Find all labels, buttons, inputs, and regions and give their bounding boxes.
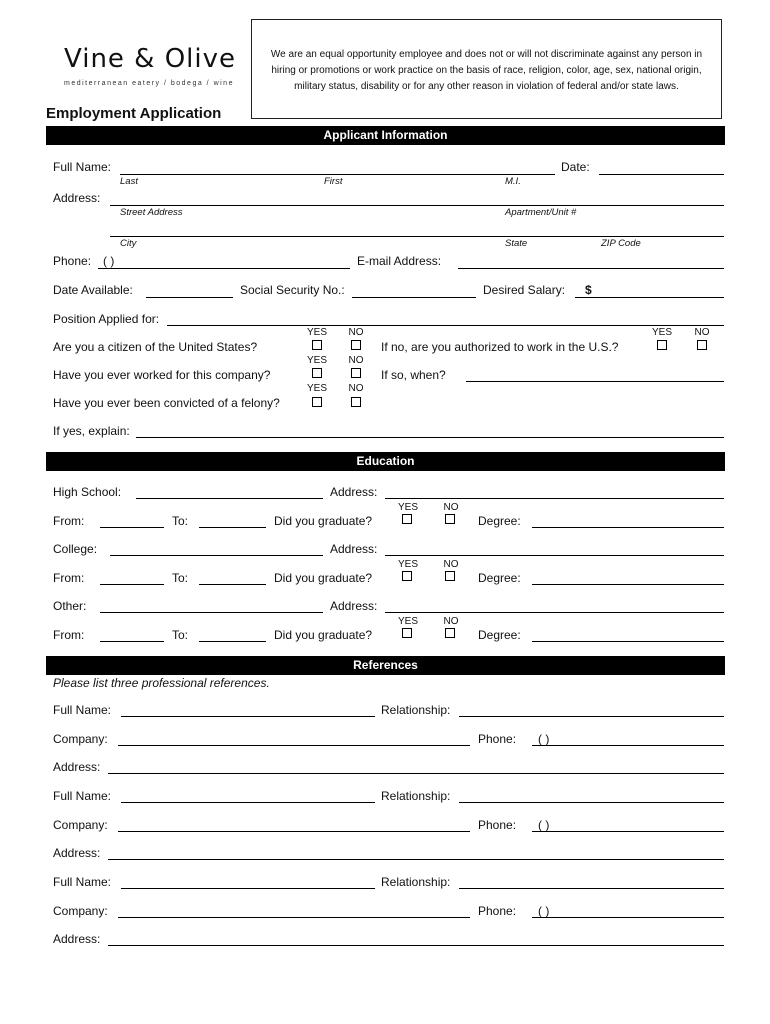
- ref1-relationship-label: Relationship:: [381, 703, 451, 717]
- other-school-field[interactable]: [100, 612, 323, 613]
- felony-no-checkbox[interactable]: [351, 397, 361, 407]
- ref1-company-field[interactable]: [118, 745, 470, 746]
- phone-label: Phone:: [53, 254, 92, 268]
- citizen-no-label: NO: [348, 327, 364, 338]
- ref1-phone-label: Phone:: [478, 732, 517, 746]
- hs-graduate-no-checkbox[interactable]: [445, 514, 455, 524]
- high-school-label: High School:: [53, 485, 122, 499]
- desired-salary-label: Desired Salary:: [483, 283, 566, 297]
- ref1-address-field[interactable]: [108, 773, 724, 774]
- other-yes-label: YES: [397, 616, 418, 627]
- other-from-label: From:: [53, 628, 85, 642]
- explain-field[interactable]: [136, 437, 724, 438]
- ref2-address-field[interactable]: [108, 859, 724, 860]
- ref3-phone-field[interactable]: [532, 917, 724, 918]
- citizen-no-checkbox[interactable]: [351, 340, 361, 350]
- ref3-company-label: Company:: [53, 904, 108, 918]
- ref3-address-field[interactable]: [108, 945, 724, 946]
- first-caption: First: [324, 176, 343, 187]
- ref2-company-label: Company:: [53, 818, 108, 832]
- section-education: Education: [46, 452, 725, 471]
- college-yes-label: YES: [397, 559, 418, 570]
- college-to-field[interactable]: [199, 584, 266, 585]
- authorized-yes-checkbox[interactable]: [657, 340, 667, 350]
- worked-yes-checkbox[interactable]: [312, 368, 322, 378]
- ref2-address-label: Address:: [53, 846, 101, 860]
- other-no-label: NO: [443, 616, 459, 627]
- college-degree-field[interactable]: [532, 584, 724, 585]
- hs-no-label: NO: [443, 502, 459, 513]
- college-from-label: From:: [53, 571, 85, 585]
- other-to-field[interactable]: [199, 641, 266, 642]
- college-field[interactable]: [110, 555, 323, 556]
- ref2-phone-area-code: ( ): [538, 818, 550, 832]
- company-logo: Vine & Olive: [64, 44, 237, 74]
- college-degree-label: Degree:: [478, 571, 521, 585]
- ref2-relationship-field[interactable]: [459, 802, 724, 803]
- hs-degree-label: Degree:: [478, 514, 521, 528]
- high-school-address-field[interactable]: [385, 498, 724, 499]
- hs-graduate-yes-checkbox[interactable]: [402, 514, 412, 524]
- email-field[interactable]: [458, 268, 724, 269]
- college-graduate-no-checkbox[interactable]: [445, 571, 455, 581]
- ref3-company-field[interactable]: [118, 917, 470, 918]
- citizen-yes-label: YES: [306, 327, 327, 338]
- street-address-caption: Street Address: [120, 207, 183, 218]
- other-to-label: To:: [172, 628, 189, 642]
- city-state-zip-field[interactable]: [110, 236, 724, 237]
- ref1-relationship-field[interactable]: [459, 716, 724, 717]
- college-from-field[interactable]: [100, 584, 164, 585]
- hs-to-label: To:: [172, 514, 189, 528]
- date-field[interactable]: [599, 174, 724, 175]
- felony-no-label: NO: [348, 383, 364, 394]
- apartment-caption: Apartment/Unit #: [505, 207, 577, 218]
- position-field[interactable]: [167, 325, 724, 326]
- ref3-address-label: Address:: [53, 932, 101, 946]
- worked-no-label: NO: [348, 355, 364, 366]
- hs-to-field[interactable]: [199, 527, 266, 528]
- eeo-statement: We are an equal opportunity employee and does not or will not discriminate against any person in hiring or promotions or work practice on the basis of race, religion, color, age, sex, national origin, military status, disability or for any other reason in violation of federal and/or state laws.: [251, 19, 722, 119]
- hs-degree-field[interactable]: [532, 527, 724, 528]
- college-label: College:: [53, 542, 98, 556]
- ref1-company-label: Company:: [53, 732, 108, 746]
- address-label: Address:: [53, 191, 101, 205]
- other-graduate-yes-checkbox[interactable]: [402, 628, 412, 638]
- street-address-field[interactable]: [110, 205, 724, 206]
- hs-yes-label: YES: [397, 502, 418, 513]
- other-graduate-no-checkbox[interactable]: [445, 628, 455, 638]
- date-label: Date:: [561, 160, 590, 174]
- ssn-label: Social Security No.:: [240, 283, 345, 297]
- references-instruction: Please list three professional references.: [53, 676, 270, 690]
- ref3-relationship-field[interactable]: [459, 888, 724, 889]
- high-school-address-label: Address:: [330, 485, 378, 499]
- other-graduate-label: Did you graduate?: [274, 628, 373, 642]
- ref1-phone-field[interactable]: [532, 745, 724, 746]
- other-address-field[interactable]: [385, 612, 724, 613]
- dollar-sign: $: [585, 283, 592, 297]
- other-from-field[interactable]: [100, 641, 164, 642]
- section-applicant-information: Applicant Information: [46, 126, 725, 145]
- when-field[interactable]: [466, 381, 724, 382]
- ref2-company-field[interactable]: [118, 831, 470, 832]
- zip-caption: ZIP Code: [601, 238, 641, 249]
- other-degree-label: Degree:: [478, 628, 521, 642]
- ref3-full-name-label: Full Name:: [53, 875, 112, 889]
- mi-caption: M.I.: [505, 176, 521, 187]
- other-degree-field[interactable]: [532, 641, 724, 642]
- phone-field[interactable]: [98, 268, 350, 269]
- desired-salary-field[interactable]: [575, 297, 724, 298]
- ref3-full-name-field[interactable]: [121, 888, 375, 889]
- ref2-full-name-field[interactable]: [121, 802, 375, 803]
- citizen-yes-checkbox[interactable]: [312, 340, 322, 350]
- state-caption: State: [505, 238, 528, 249]
- authorized-no-label: NO: [694, 327, 710, 338]
- college-address-field[interactable]: [385, 555, 724, 556]
- ref2-phone-label: Phone:: [478, 818, 517, 832]
- date-available-field[interactable]: [146, 297, 233, 298]
- ref1-phone-area-code: ( ): [538, 732, 550, 746]
- when-label: If so, when?: [381, 368, 446, 382]
- other-school-label: Other:: [53, 599, 87, 613]
- authorized-question: If no, are you authorized to work in the U.S.?: [381, 340, 619, 354]
- authorized-yes-label: YES: [651, 327, 672, 338]
- worked-no-checkbox[interactable]: [351, 368, 361, 378]
- section-references: References: [46, 656, 725, 675]
- explain-label: If yes, explain:: [53, 424, 130, 438]
- ssn-field[interactable]: [352, 297, 476, 298]
- felony-question: Have you ever been convicted of a felony?: [53, 396, 280, 410]
- ref1-full-name-label: Full Name:: [53, 703, 112, 717]
- ref3-phone-area-code: ( ): [538, 904, 550, 918]
- felony-yes-checkbox[interactable]: [312, 397, 322, 407]
- ref2-full-name-label: Full Name:: [53, 789, 112, 803]
- college-address-label: Address:: [330, 542, 378, 556]
- position-label: Position Applied for:: [53, 312, 160, 326]
- felony-yes-label: YES: [306, 383, 327, 394]
- college-graduate-yes-checkbox[interactable]: [402, 571, 412, 581]
- college-no-label: NO: [443, 559, 459, 570]
- phone-area-code: ( ): [103, 254, 115, 268]
- college-to-label: To:: [172, 571, 189, 585]
- ref3-relationship-label: Relationship:: [381, 875, 451, 889]
- college-graduate-label: Did you graduate?: [274, 571, 373, 585]
- worked-question: Have you ever worked for this company?: [53, 368, 271, 382]
- ref2-relationship-label: Relationship:: [381, 789, 451, 803]
- worked-yes-label: YES: [306, 355, 327, 366]
- ref2-phone-field[interactable]: [532, 831, 724, 832]
- citizen-question: Are you a citizen of the United States?: [53, 340, 258, 354]
- hs-from-label: From:: [53, 514, 85, 528]
- hs-graduate-label: Did you graduate?: [274, 514, 373, 528]
- email-label: E-mail Address:: [357, 254, 442, 268]
- full-name-field[interactable]: [120, 174, 555, 175]
- ref1-address-label: Address:: [53, 760, 101, 774]
- authorized-no-checkbox[interactable]: [697, 340, 707, 350]
- company-tagline: mediterranean eatery / bodega / wine: [64, 80, 234, 87]
- date-available-label: Date Available:: [53, 283, 133, 297]
- city-caption: City: [120, 238, 137, 249]
- page-title: Employment Application: [46, 105, 222, 122]
- hs-from-field[interactable]: [100, 527, 164, 528]
- ref3-phone-label: Phone:: [478, 904, 517, 918]
- full-name-label: Full Name:: [53, 160, 112, 174]
- ref1-full-name-field[interactable]: [121, 716, 375, 717]
- other-address-label: Address:: [330, 599, 378, 613]
- high-school-field[interactable]: [136, 498, 323, 499]
- last-caption: Last: [120, 176, 138, 187]
